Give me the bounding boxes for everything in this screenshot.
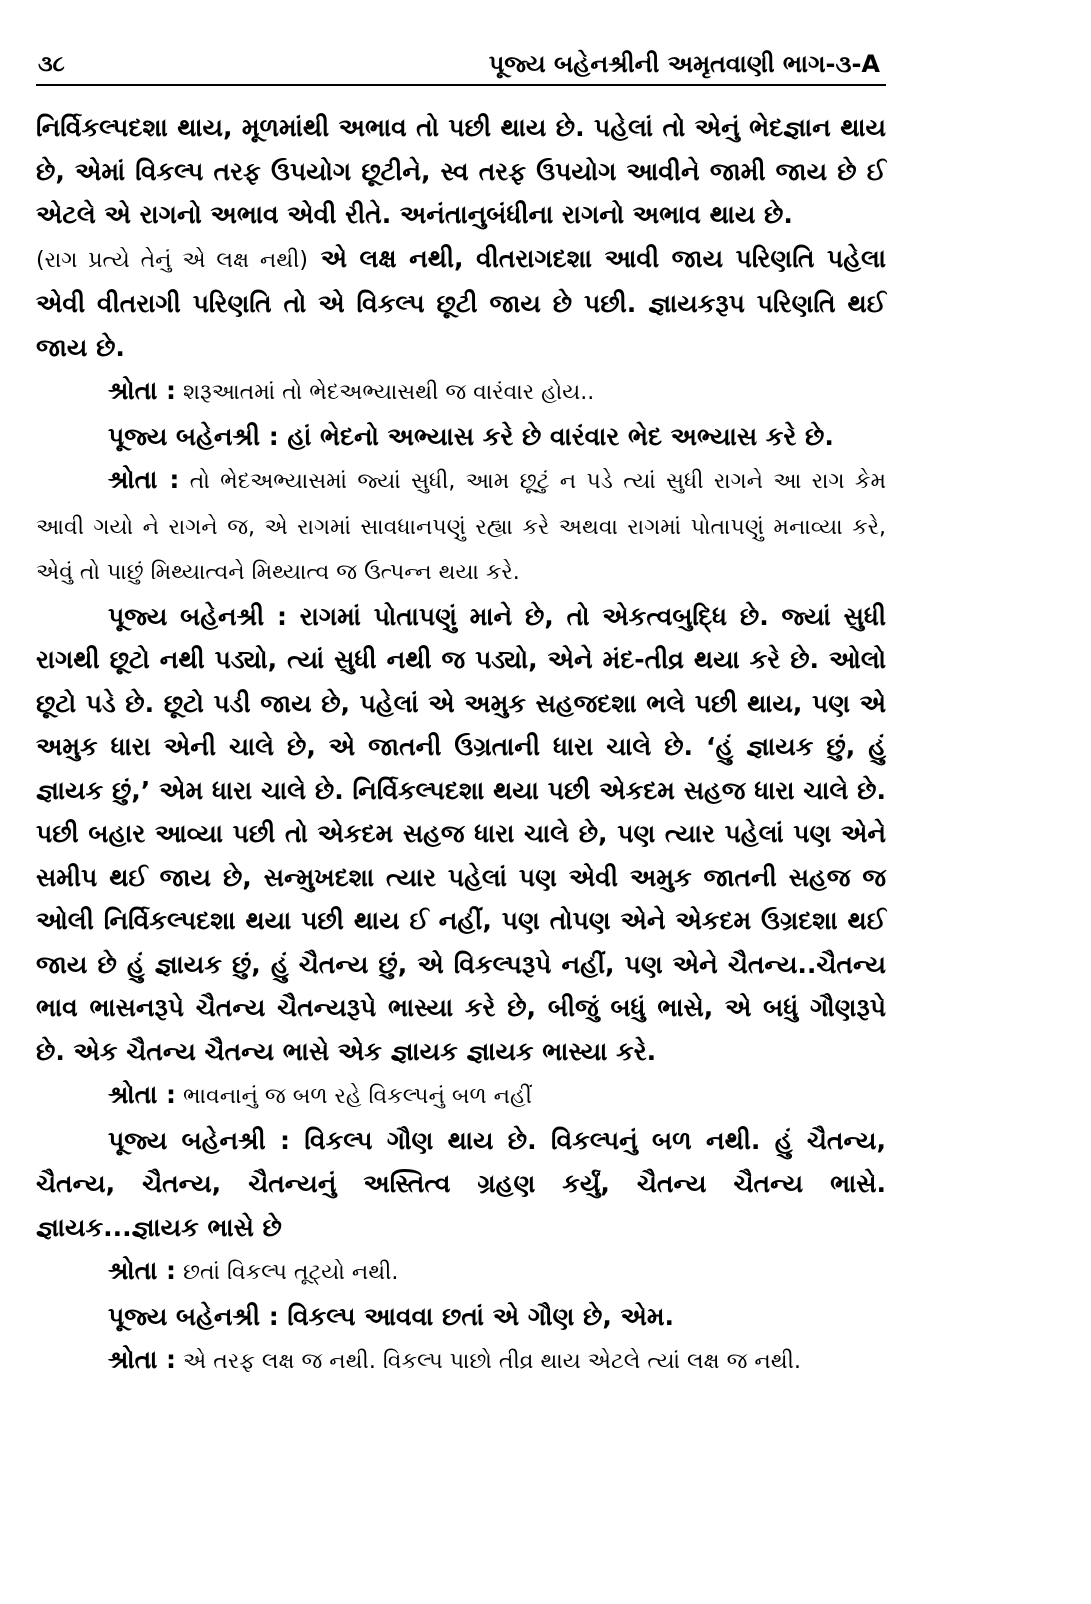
page-number: ૩૮ [38,52,65,77]
speaker-label: શ્રોતા : [108,1345,177,1374]
speaker-label: શ્રોતા : [108,376,177,405]
speech-text: ભાવનાનું જ બળ રહે વિકલ્પનું બળ નહીં [176,1084,532,1109]
intro-bold-1: નિર્વિકલ્પદશા થાય, મૂળમાંથી અભાવ તો પછી થાય છે. પહેલાં તો એનું ભેદજ્ઞાન થાય છે, એમાં વિકલ્પ તરફ ઉપયોગ છૂટીને, સ્વ તરફ ઉપયોગ આવીને જામી જાય છે ઈ એટલે એ રાગનો અભાવ એવી રીતે. અનંતાનુબંધીના રાગનો અભાવ થાય છે. [36,113,886,229]
dialogue-turn [36,1295,886,1339]
speaker-label: શ્રોતા : [108,1080,177,1109]
dialogue-turn [36,1073,886,1119]
dialogue-turn [36,595,886,1074]
speaker-label: પૂજ્ય બહેનશ્રી : [108,1301,279,1331]
dialogue-turn [36,369,886,415]
speech-text: હાં ભેદનો અભ્યાસ કરે છે વારંવાર ભેદ અભ્યાસ કરે છે. [278,421,834,451]
speech-text: એ તરફ લક્ષ જ નથી. વિકલ્પ પાછો તીવ્ર થાય એટલે ત્યાં લક્ષ જ નથી. [176,1349,801,1374]
speaker-label: પૂજ્ય બહેનશ્રી : [108,1125,291,1155]
page-body [36,106,886,1384]
dialogue-turn [36,1249,886,1295]
speech-text: શરૂઆતમાં તો ભેદઅભ્યાસથી જ વારંવાર હોય.. [176,380,595,405]
dialogue-turn [36,458,886,595]
dialogue-turn [36,415,886,459]
speech-text: વિકલ્પ આવવા છતાં એ ગૌણ છે, એમ. [278,1301,675,1331]
running-head: પૂજ્ય બહેનશ્રીની અમૃતવાણી ભાગ-૩-A [488,50,880,78]
dialogue-turn [36,1338,886,1384]
speaker-label: શ્રોતા : [108,1256,177,1285]
dialogue-turn [36,1119,886,1250]
page-header [36,50,886,86]
speech-text: છતાં વિકલ્પ તૂટ્યો નથી. [176,1260,399,1285]
speech-text: તો ભેદઅભ્યાસમાં જ્યાં સુધી, આમ છૂટું ન પડે ત્યાં સુધી રાગને આ રાગ કેમ આવી ગયો ને રાગને જ, એ રાગમાં સાવધાનપણું રહ્યા કરે અથવા રાગમાં પોતાપણું મનાવ્યા કરે, એવું તો પાછું મિથ્યાત્વને મિથ્યાત્વ જ ઉત્પન્ન થયા કરે. [36,469,886,585]
intro-parenthetical: (રાગ પ્રત્યે તેનું એ લક્ષ નથી) [36,247,309,273]
speaker-label: પૂજ્ય બહેનશ્રી : [108,421,279,451]
speech-text: રાગમાં પોતાપણું માને છે, તો એકત્વબુદ્ધિ છે. જ્યાં સુધી રાગથી છૂટો નથી પડ્યો, ત્યાં સુધી નથી જ પડ્યો, એને મંદ-તીવ્ર થયા કરે છે. ઓલો છૂટો પડે છે. છૂટો પડી જાય છે, પહેલાં એ અમુક સહજદશા ભલે પછી થાય, પણ એ અમુક ધારા એની ચાલે છે, એ જાતની ઉગ્રતાની ધારા ચાલે છે. ‘હું જ્ઞાયક છું, હું જ્ઞાયક છું,’ એમ ધારા ચાલે છે. નિર્વિકલ્પદશા થયા પછી એકદમ સહજ ધારા ચાલે છે. પછી બહાર આવ્યા પછી તો એકદમ સહજ ધારા ચાલે છે, પણ ત્યાર પહેલાં પણ એને સમીપ થઈ જાય છે, સન્મુખદશા ત્યાર પહેલાં પણ એવી અમુક જાતની સહજ જ ઓલી નિર્વિકલ્પદશા થયા પછી થાય ઈ નહીં, પણ તોપણ એને એકદમ ઉગ્રદશા થઈ જાય છે હું જ્ઞાયક છું, હું ચૈતન્ય છું, એ વિકલ્પરૂપે નહીં, પણ એને ચૈતન્ય..ચૈતન્ય ભાવ ભાસનરૂપે ચૈતન્ય ચૈતન્યરૂપે ભાસ્યા કરે છે, બીજું બધું ભાસે, એ બધું ગૌણરૂપે છે. એક ચૈતન્ય ચૈતન્ય ભાસે એક જ્ઞાયક જ્ઞાયક ભાસ્યા કરે. [36,601,886,1066]
speech-text: વિકલ્પ ગૌણ થાય છે. વિકલ્પનું બળ નથી. હું ચૈતન્ય, ચૈતન્ય, ચૈતન્ય, ચૈતન્યનું અસ્તિત્વ ગ્રહણ કર્યું, ચૈતન્ય ચૈતન્ય ભાસે. જ્ઞાયક...જ્ઞાયક ભાસે છે [36,1125,886,1242]
speaker-label: પૂજ્ય બહેનશ્રી : [108,601,287,631]
speaker-label: શ્રોતા : [108,465,180,494]
intro-bold-2: એ લક્ષ નથી, વીતરાગદશા આવી જાય પરિણતિ પહેલા એવી વીતરાગી પરિણતિ તો એ વિકલ્પ છૂટી જાય છે પછી. જ્ઞાયકરૂપ પરિણતિ થઈ જાય છે. [36,243,886,362]
intro-paragraph [36,106,886,369]
